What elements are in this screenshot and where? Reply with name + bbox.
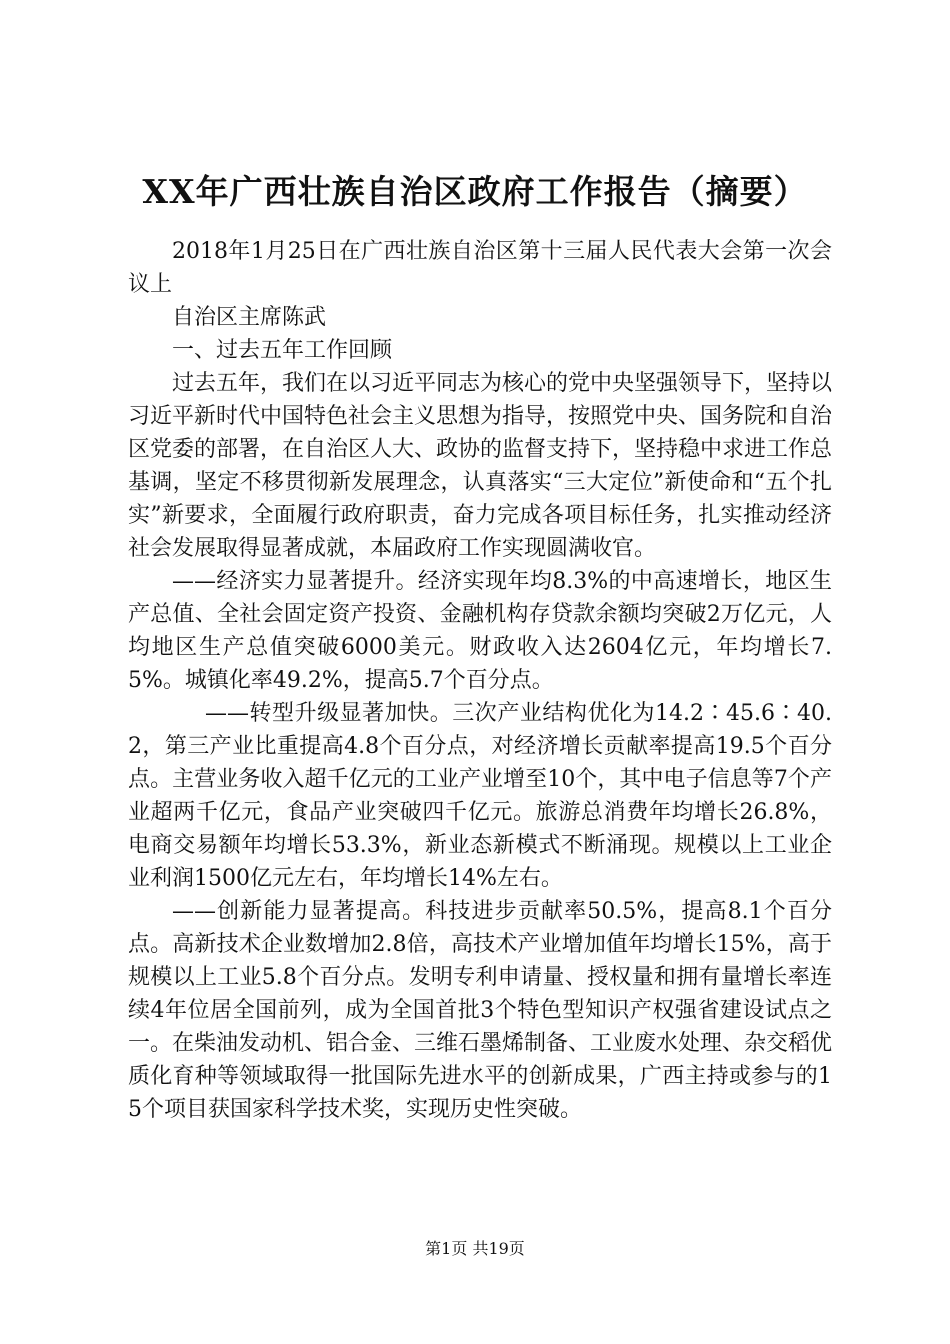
- paragraph-transformation: ——转型升级显著加快。三次产业结构优化为14.2∶45.6∶40.2，第三产业比重提高4.8个百分点，对经济增长贡献率提高19.5个百分点。主营业务收入超千亿元的工业产业增至10个，其中电子信息等7个产业超两千亿元，食品产业突破四千亿元。旅游总消费年均增长26.8%，电商交易额年均增长53.3%，新业态新模式不断涌现。规模以上工业企业利润1500亿元左右，年均增长14%左右。: [128, 701, 832, 891]
- paragraph-overview: 过去五年，我们在以习近平同志为核心的党中央坚强领导下，坚持以习近平新时代中国特色社会主义思想为指导，按照党中央、国务院和自治区党委的部署，在自治区人大、政协的监督支持下，坚持稳中求进工作总基调，坚定不移贯彻新发展理念，认真落实“三大定位”新使命和“五个扎实”新要求，全面履行政府职责，奋力完成各项目标任务，扎实推动经济社会发展取得显著成就，本届政府工作实现圆满收官。: [128, 371, 833, 561]
- paragraph-innovation: ——创新能力显著提高。科技进步贡献率50.5%，提高8.1个百分点。高新技术企业数增加2.8倍，高技术产业增加值年均增长15%，高于规模以上工业5.8个百分点。发明专利申请量、授权量和拥有量增长率连续4年位居全国前列，成为全国首批3个特色型知识产权强省建设试点之一。在柴油发动机、铝合金、三维石墨烯制备、工业废水处理、杂交稻优质化育种等领域取得一批国际先进水平的创新成果，广西主持或参与的15个项目获国家科学技术奖，实现历史性突破。: [128, 899, 833, 1122]
- section-heading-review: 一、过去五年工作回顾: [172, 338, 393, 363]
- paragraph-economic-strength: ——经济实力显著提升。经济实现年均8.3%的中高速增长，地区生产总值、全社会固定资产投资、金融机构存贷款余额均突破2万亿元，人均地区生产总值突破6000美元。财政收入达2604亿元，年均增长7.5%。城镇化率49.2%，提高5.7个百分点。: [128, 569, 832, 693]
- paragraph-meeting-info: 2018年1月25日在广西壮族自治区第十三届人民代表大会第一次会议上: [128, 239, 832, 297]
- document-title: XX年广西壮族自治区政府工作报告（摘要）: [142, 172, 808, 211]
- paragraph-speaker: 自治区主席陈武: [172, 305, 327, 330]
- page-footer: 第1页 共19页: [425, 1239, 525, 1258]
- document-body: [128, 235, 832, 1126]
